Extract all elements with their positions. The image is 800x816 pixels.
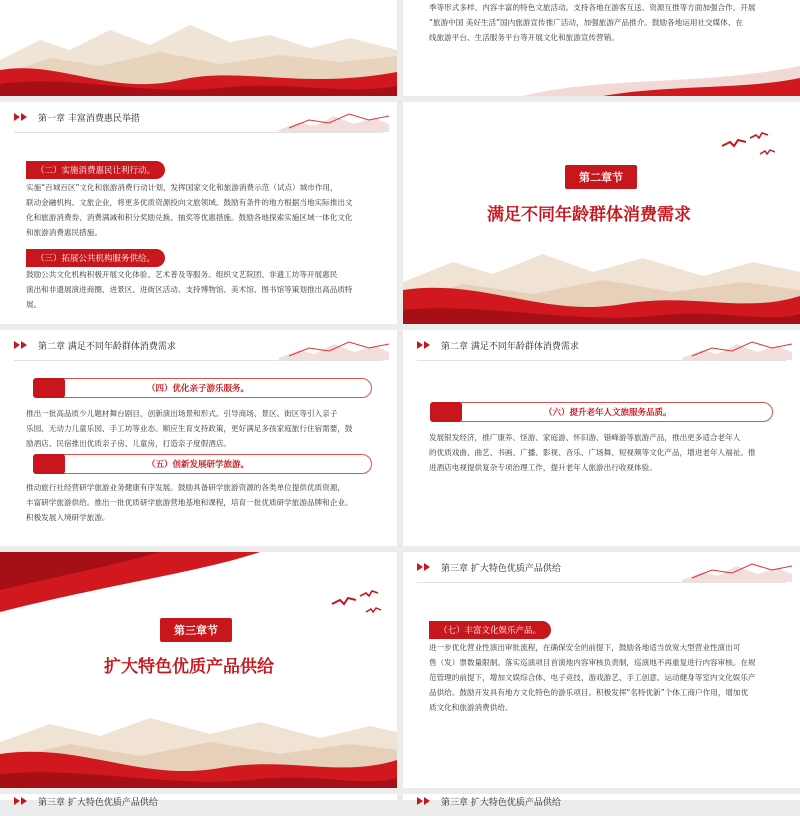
great-wall-icon: [279, 108, 389, 132]
text-line: 季等形式多样、内容丰富的特色文旅活动。支持各地在游客互送、资源互推等方面加强合作。开展: [429, 3, 756, 12]
text-line: 积极发展入境研学旅游。: [26, 513, 110, 522]
double-arrow-icon: [14, 795, 34, 807]
section-title: 扩大特色优质产品供给: [104, 657, 274, 677]
pill-marker: [430, 402, 462, 422]
slide-text-continuation: [403, 0, 800, 96]
slide-mountain-bottom: [0, 0, 397, 96]
pill-marker: [33, 378, 65, 398]
great-wall-icon: [682, 336, 792, 360]
red-wave-decoration: [403, 56, 800, 96]
section-tag: （七）丰富文化娱乐产品。: [429, 621, 551, 639]
double-arrow-icon: [14, 111, 34, 123]
chapter-title: 第二章 满足不同年龄群体消费需求: [441, 341, 579, 352]
mountain-wave-decoration: [403, 232, 800, 324]
mountain-wave-decoration: [0, 698, 397, 788]
text-line: 售（发）票数量限制。落实巡演项目首演地内容审核负责制，巡演地不再重复进行内容审核。在规: [429, 658, 756, 667]
text-line: 乐园、无动力儿童乐园、手工坊等业态。顺应生育支持政策，更好满足多孩家庭旅行住宿需要，鼓: [26, 424, 353, 433]
text-line: 进一步优化营业性演出审批流程，在确保安全的前提下，鼓励各地适当放宽大型营业性演出可: [429, 643, 741, 652]
slide-chapter3-content: [403, 552, 800, 788]
text-line: 和旅游消费惠民措施。: [26, 228, 102, 237]
slide-section2-title: [403, 102, 800, 324]
pill-marker: [33, 454, 65, 474]
birds-icon: [330, 588, 390, 618]
section-title: 满足不同年龄群体消费需求: [487, 205, 691, 225]
pill-label: （六）提升老年人文旅服务品质。: [544, 408, 672, 418]
text-line: 推出一批高品质少儿题材舞台剧目，创新演出场景和形式。引导商场、景区、街区等引入亲子: [26, 409, 338, 418]
text-line: 线旅游平台、生活服务平台等开展文化和旅游宣传营销。: [429, 33, 619, 42]
divider: [417, 360, 786, 361]
text-line: 的优质戏曲、曲艺、书画、广播、影视、音乐、广场舞、短视频等文化产品，增进老年人福祉。推: [429, 448, 756, 457]
divider: [417, 582, 786, 583]
pill-label: （五）创新发展研学旅游。: [147, 460, 250, 470]
great-wall-icon: [279, 336, 389, 360]
slide-chapter3-next-a: [0, 794, 397, 808]
text-line: 鼓励公共文化机构积极开展文化体验、艺术普及等服务。组织文艺院团、非遗工坊等开展惠民: [26, 270, 338, 279]
text-line: 范管理的前提下，增加文娱综合体、电子竞技、游戏游艺、手工创意、运动健身等室内文化娱乐产: [429, 673, 756, 682]
text-line: 丰富研学旅游供给。推出一批优质研学旅游营地基地和课程，培育一批优质研学旅游品牌和企业。: [26, 498, 353, 507]
text-line: “旅游中国 美好生活”国内旅游宣传推广活动，加强旅游产品推介。鼓励各地运用社交媒体、在: [429, 18, 744, 27]
divider: [14, 132, 383, 133]
section-pill: [36, 378, 372, 398]
slide-chapter2-content-a: [0, 330, 397, 546]
chapter-title: 第三章 扩大特色优质产品供给: [38, 797, 158, 808]
birds-icon: [720, 130, 780, 160]
mountain-wave-decoration: [0, 0, 397, 96]
slide-chapter1-content: [0, 102, 397, 324]
double-arrow-icon: [417, 339, 437, 351]
chapter-title: 第二章 满足不同年龄群体消费需求: [38, 341, 176, 352]
double-arrow-icon: [417, 795, 437, 807]
text-line: 化和旅游消费券、消费满减和积分奖励兑换、抽奖等优惠措施。鼓励各地探索实施区域一体化文化: [26, 213, 353, 222]
text-line: 进酒店电视提供复杂专项治理工作，提升老年人旅游出行收视体验。: [429, 463, 657, 472]
section-pill: [433, 402, 773, 422]
section-tag: （三）拓展公共机构服务供给。: [26, 249, 165, 267]
slide-chapter2-content-b: [403, 330, 800, 546]
text-line: 发展银发经济，推广康养、怪游、家庭游、怀旧游、错峰游等旅游产品，推出更多适合老年人: [429, 433, 741, 442]
chapter-title: 第一章 丰富消费惠民举措: [38, 113, 140, 124]
section-pill: [36, 454, 372, 474]
divider: [14, 360, 383, 361]
chapter-title: 第三章 扩大特色优质产品供给: [441, 563, 561, 574]
chapter-header: [0, 786, 397, 816]
double-arrow-icon: [14, 339, 34, 351]
chapter-header: [403, 786, 800, 816]
great-wall-icon: [682, 558, 792, 582]
text-line: 演出和非遗展演进商圈、进景区、进街区活动。支持博物馆、美术馆、图书馆等策划推出高品质特: [26, 285, 353, 294]
text-line: 质文化和旅游消费供给。: [429, 703, 513, 712]
text-line: 推动旅行社经营研学旅游业务健康有序发展。鼓励具备研学旅游资源的各类单位提供优质资源，: [26, 483, 345, 492]
text-line: 励酒店、民宿推出优质亲子房、儿童房，打造亲子度假酒店。: [26, 439, 232, 448]
text-line: 品供给。鼓励开发具有地方文化特色的游乐项目。积极发挥“名特优新”个体工商户作用，增加优: [429, 688, 749, 697]
section-tag: 第二章节: [565, 165, 637, 189]
pill-label: （四）优化亲子游乐服务。: [147, 384, 250, 394]
slide-chapter3-next-b: [403, 794, 800, 808]
text-line: 实施“百城百区”文化和旅游消费行动计划，发挥国家文化和旅游消费示范（试点）城市作用，: [26, 183, 338, 192]
double-arrow-icon: [417, 561, 437, 573]
text-line: 联动金融机构、文旅企业，将更多优质资源投向文旅领域。鼓励有条件的地方根据当地实际推出文: [26, 198, 353, 207]
chapter-title: 第三章 扩大特色优质产品供给: [441, 797, 561, 808]
section-tag: （二）实施消费惠民让利行动。: [26, 161, 165, 179]
text-line: 展。: [26, 300, 42, 309]
slide-section3-title: [0, 552, 397, 788]
section-tag: 第三章节: [160, 618, 232, 642]
